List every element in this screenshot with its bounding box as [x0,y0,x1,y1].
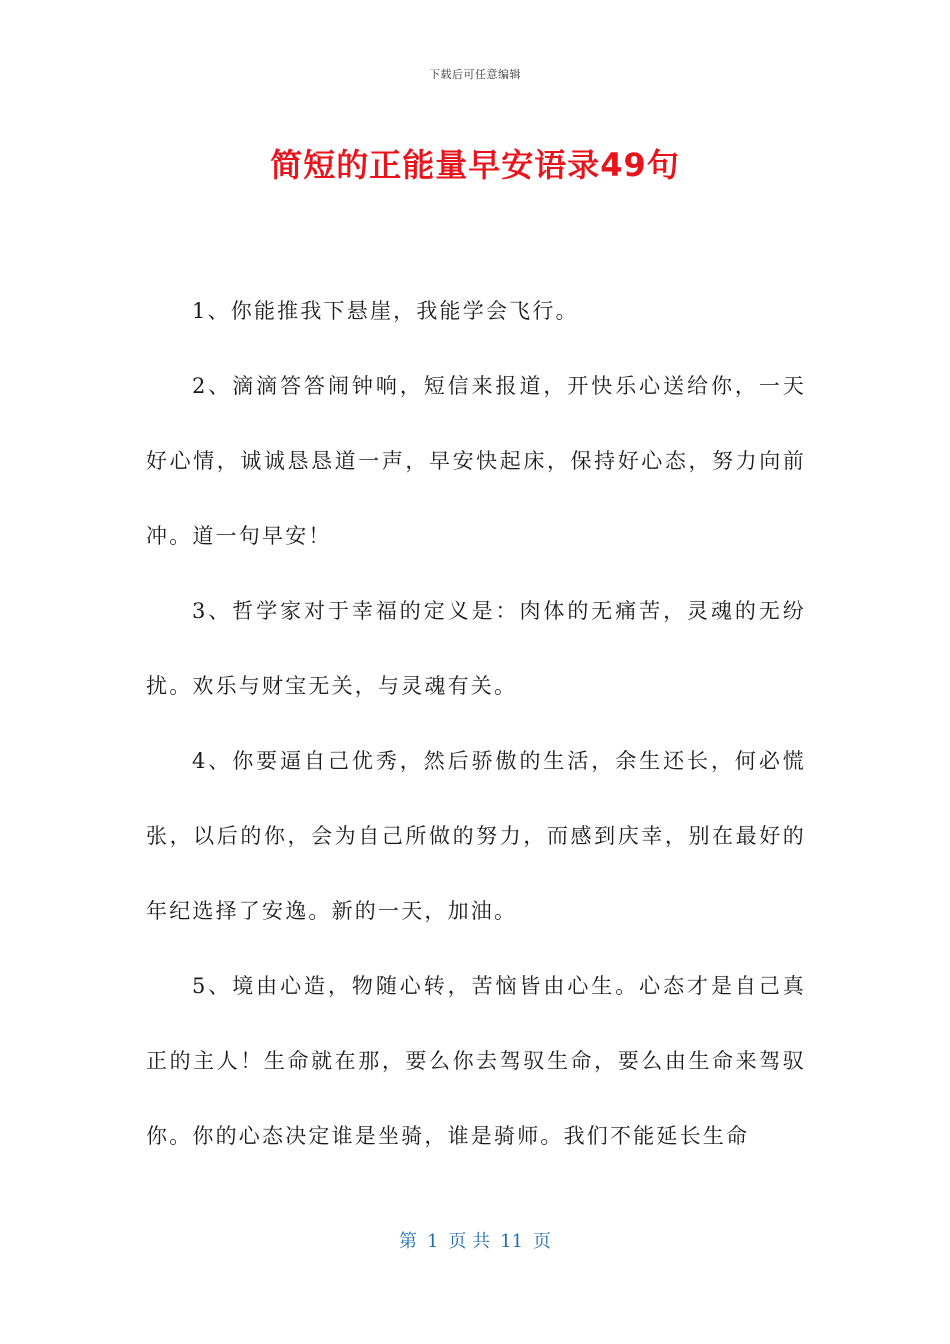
document-body [146,274,806,1174]
paragraph-1: 1、你能推我下悬崖，我能学会飞行。 [192,299,579,323]
paragraph-4: 4、你要逼自己优秀，然后骄傲的生活，余生还长，何必慌张，以后的你，会为自己所做的努力，而感到庆幸，别在最好的年纪选择了安逸。新的一天，加油。 [146,749,806,923]
page-footer [0,1227,950,1253]
paragraph-5: 5、境由心造，物随心转，苦恼皆由心生。心态才是自己真正的主人！生命就在那，要么你去驾驭生命，要么由生命来驾驭你。你的心态决定谁是坐骑，谁是骑师。我们不能延长生命 [146,974,806,1148]
footer-mid: 页 共 [448,1231,491,1252]
paragraph-2: 2、滴滴答答闹钟响，短信来报道，开快乐心送给你，一天好心情，诚诚恳恳道一声，早安快起床，保持好心态，努力向前冲。道一句早安！ [146,374,806,548]
paragraph-3: 3、哲学家对于幸福的定义是：肉体的无痛苦，灵魂的无纷扰。欢乐与财宝无关，与灵魂有关。 [146,599,806,698]
footer-suffix: 页 [533,1231,552,1252]
footer-page-number: 1 [426,1231,439,1252]
header-note: 下载后可任意编辑 [429,68,521,81]
footer-total-pages: 11 [500,1231,524,1252]
footer-prefix: 第 [398,1231,417,1252]
document-title: 简短的正能量早安语录49句 [270,146,680,184]
